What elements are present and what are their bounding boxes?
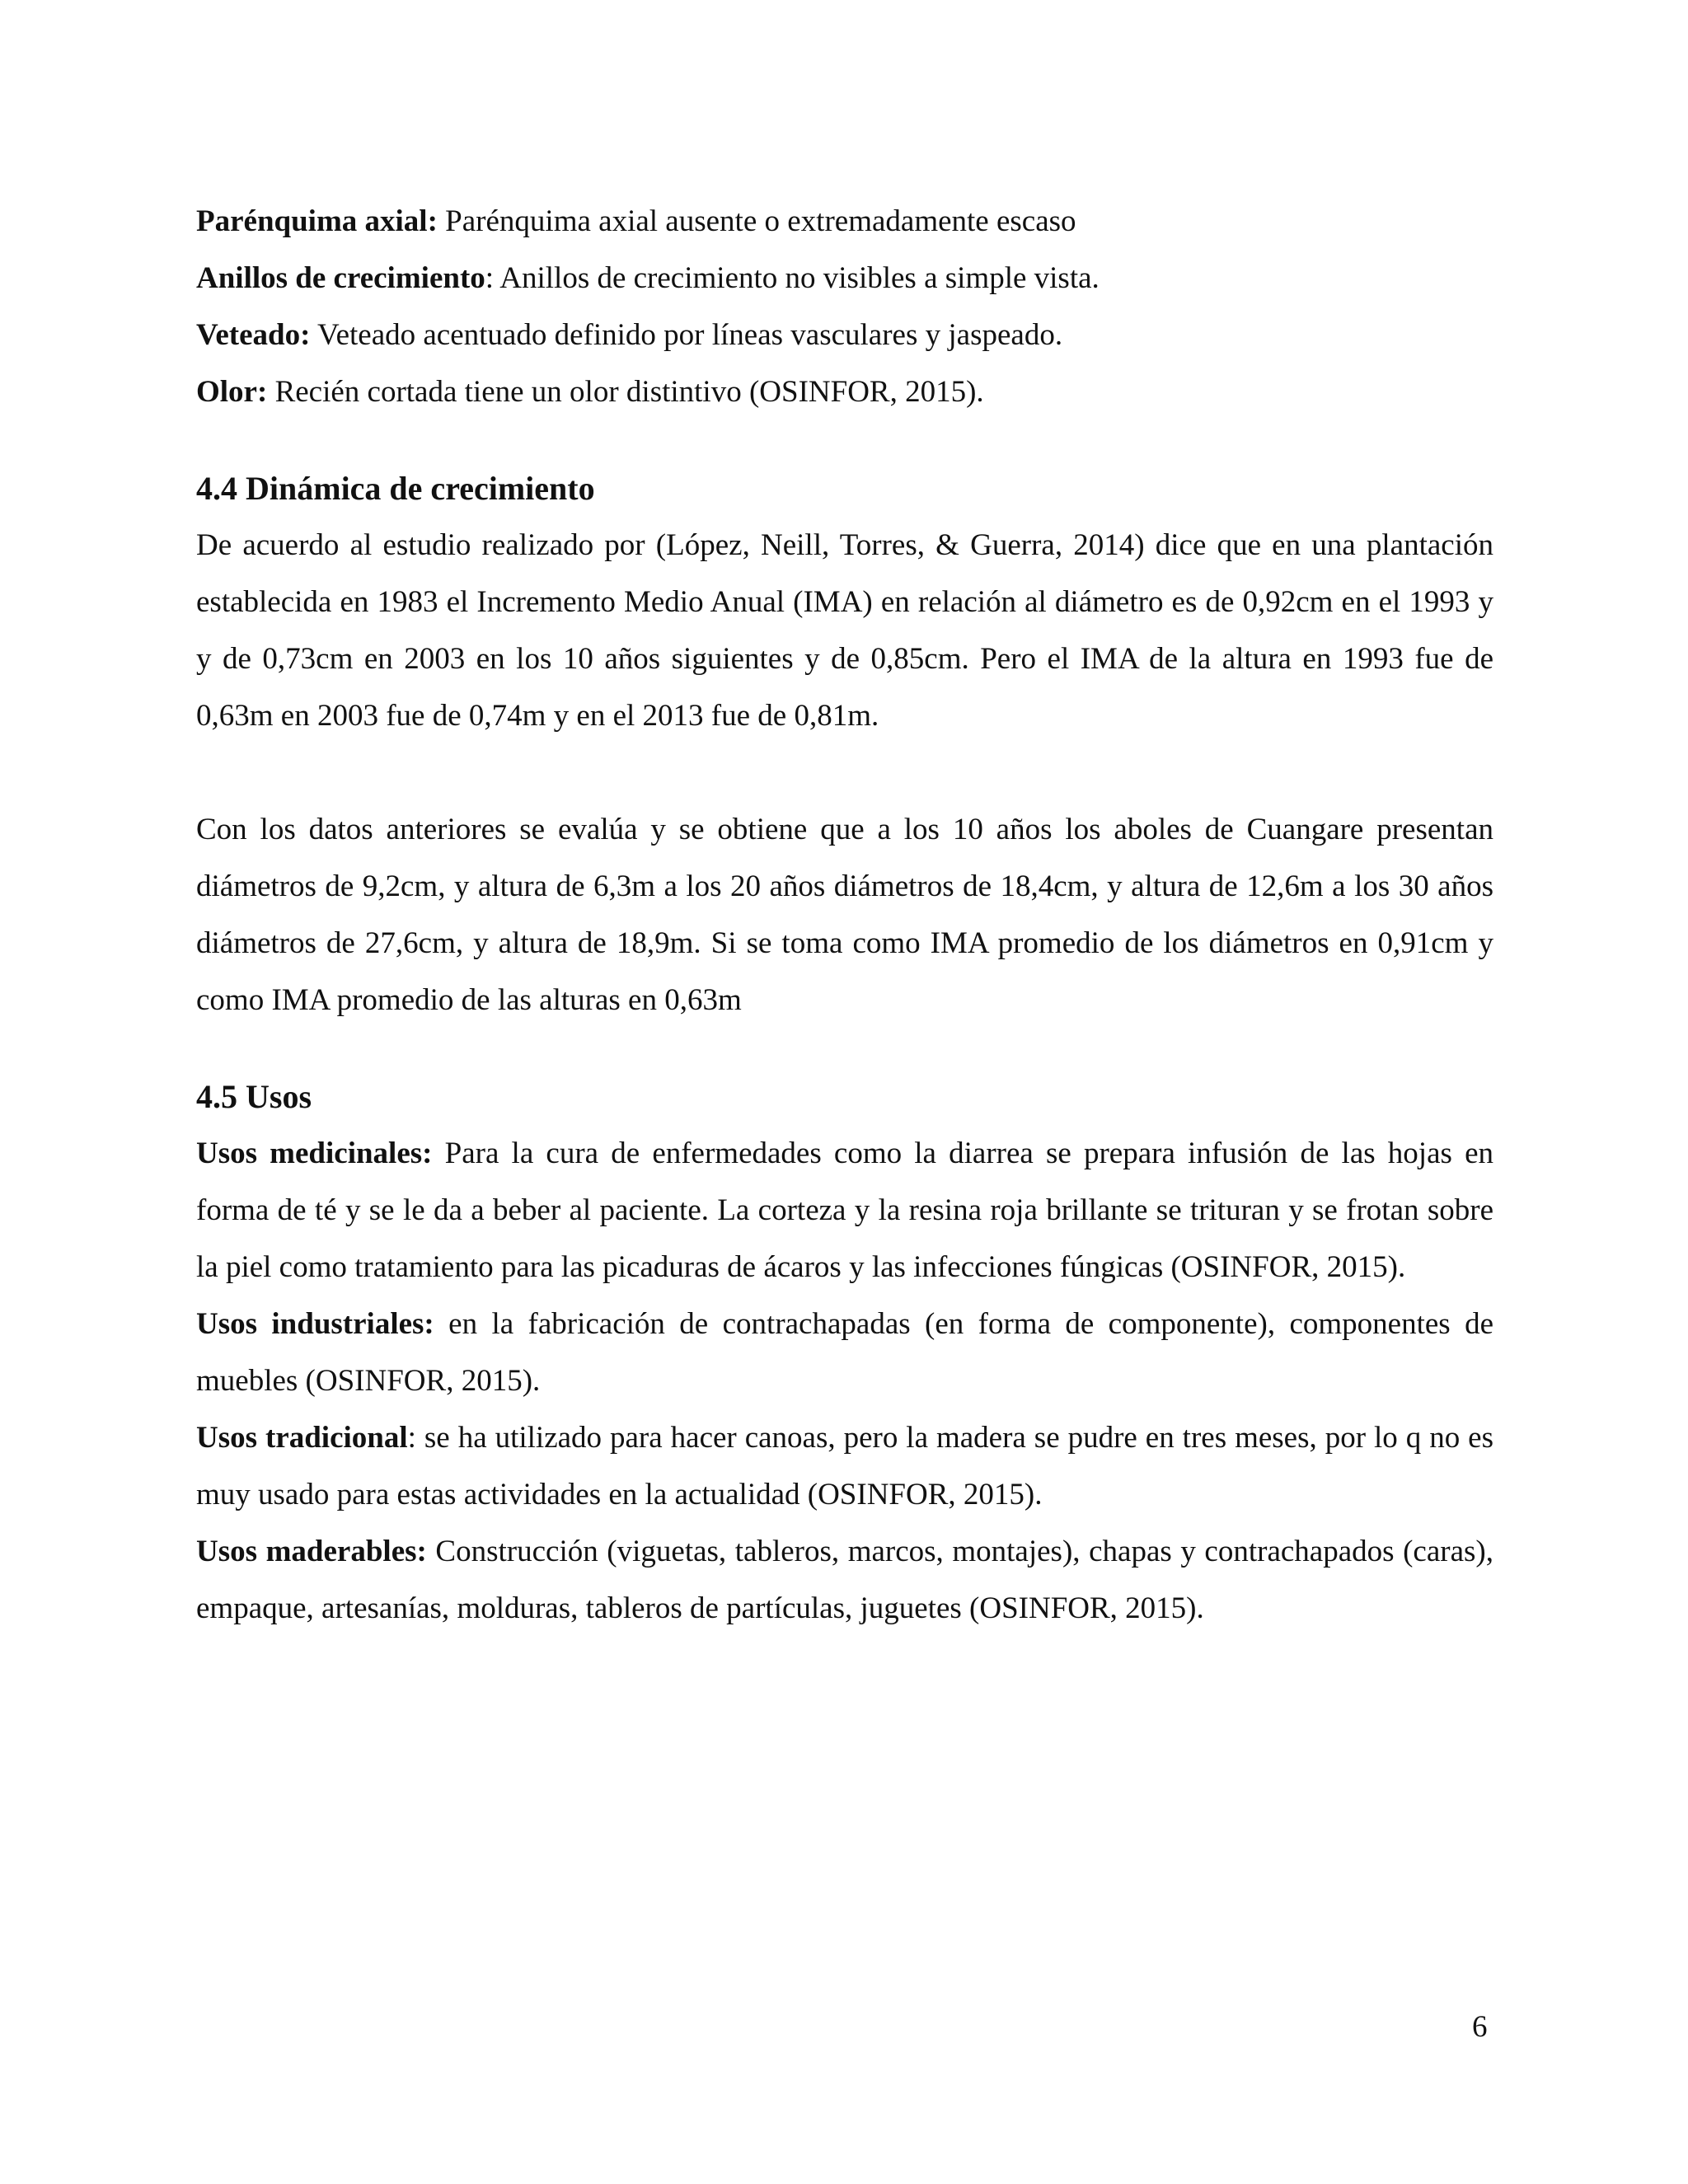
paragraph-dinamica-2: Con los datos anteriores se evalúa y se obtiene que a los 10 años los aboles de Cuangare presentan diámetros de 9,2cm, y altura de 6,3m a los 20 años diámetros de 18,4cm, y altura de 12,6m a los 30 años diámetros de 27,6cm, y altura de 18,9m. Si se toma como IMA promedio de los diámetros en 0,91cm y como IMA promedio de las alturas en 0,63m [196, 813, 1493, 1017]
property-text: Parénquima axial ausente o extremadamente escaso [437, 204, 1076, 238]
spacer [196, 744, 1493, 801]
page-number: 6 [1472, 2010, 1488, 2044]
use-text: Para la cura de enfermedades como la diarrea se prepara infusión de las hojas en forma de té y se le da a beber al paciente. La corteza y la resina roja brillante se trituran y se frotan sobre la piel como tratamiento para las picaduras de ácaros y las infecciones fúngicas (OSINFOR, 2015). [196, 1137, 1493, 1284]
use-text: : se ha utilizado para hacer canoas, pero la madera se pudre en tres meses, por lo q no es muy usado para estas actividades en la actualidad (OSINFOR, 2015). [196, 1421, 1493, 1511]
spacer [196, 420, 1493, 460]
use-term: Usos industriales: [196, 1307, 434, 1341]
use-text: Construcción (viguetas, tableros, marcos, montajes), chapas y contrachapados (caras), empaque, artesanías, molduras, tableros de partículas, juguetes (OSINFOR, 2015). [196, 1535, 1493, 1625]
property-term: Olor: [196, 375, 268, 409]
property-term: Veteado: [196, 318, 311, 352]
use-maderables [196, 1523, 1493, 1637]
property-anillos [196, 250, 1493, 307]
property-olor [196, 363, 1493, 420]
page-content [196, 193, 1493, 1637]
property-parenquima [196, 193, 1493, 250]
use-text: en la fabricación de contrachapadas (en forma de componente), componentes de muebles (OSINFOR, 2015). [196, 1307, 1493, 1398]
paragraph-dinamica-1: De acuerdo al estudio realizado por (López, Neill, Torres, & Guerra, 2014) dice que en una plantación establecida en 1983 el Incremento Medio Anual (IMA) en relación al diámetro es de 0,92cm en el 1993 y y de 0,73cm en 2003 en los 10 años siguientes y de 0,85cm. Pero el IMA de la altura en 1993 fue de 0,63m en 2003 fue de 0,74m y en el 2013 fue de 0,81m. [196, 528, 1493, 733]
property-text: Veteado acentuado definido por líneas vasculares y jaspeado. [310, 318, 1063, 352]
use-term: Usos tradicional [196, 1421, 408, 1455]
use-term: Usos medicinales: [196, 1137, 433, 1170]
section-heading-4-5: 4.5 Usos [196, 1078, 312, 1115]
property-veteado [196, 307, 1493, 363]
property-text: : Anillos de crecimiento no visibles a simple vista. [485, 261, 1100, 295]
spacer [196, 1029, 1493, 1068]
property-text: Recién cortada tiene un olor distintivo (OSINFOR, 2015). [267, 375, 984, 409]
property-term: Anillos de crecimiento [196, 261, 485, 295]
use-medicinales [196, 1125, 1493, 1296]
property-term: Parénquima axial: [196, 204, 438, 238]
use-term: Usos maderables: [196, 1535, 427, 1568]
section-heading-4-4: 4.4 Dinámica de crecimiento [196, 470, 595, 507]
use-tradicional [196, 1409, 1493, 1523]
use-industriales [196, 1296, 1493, 1409]
